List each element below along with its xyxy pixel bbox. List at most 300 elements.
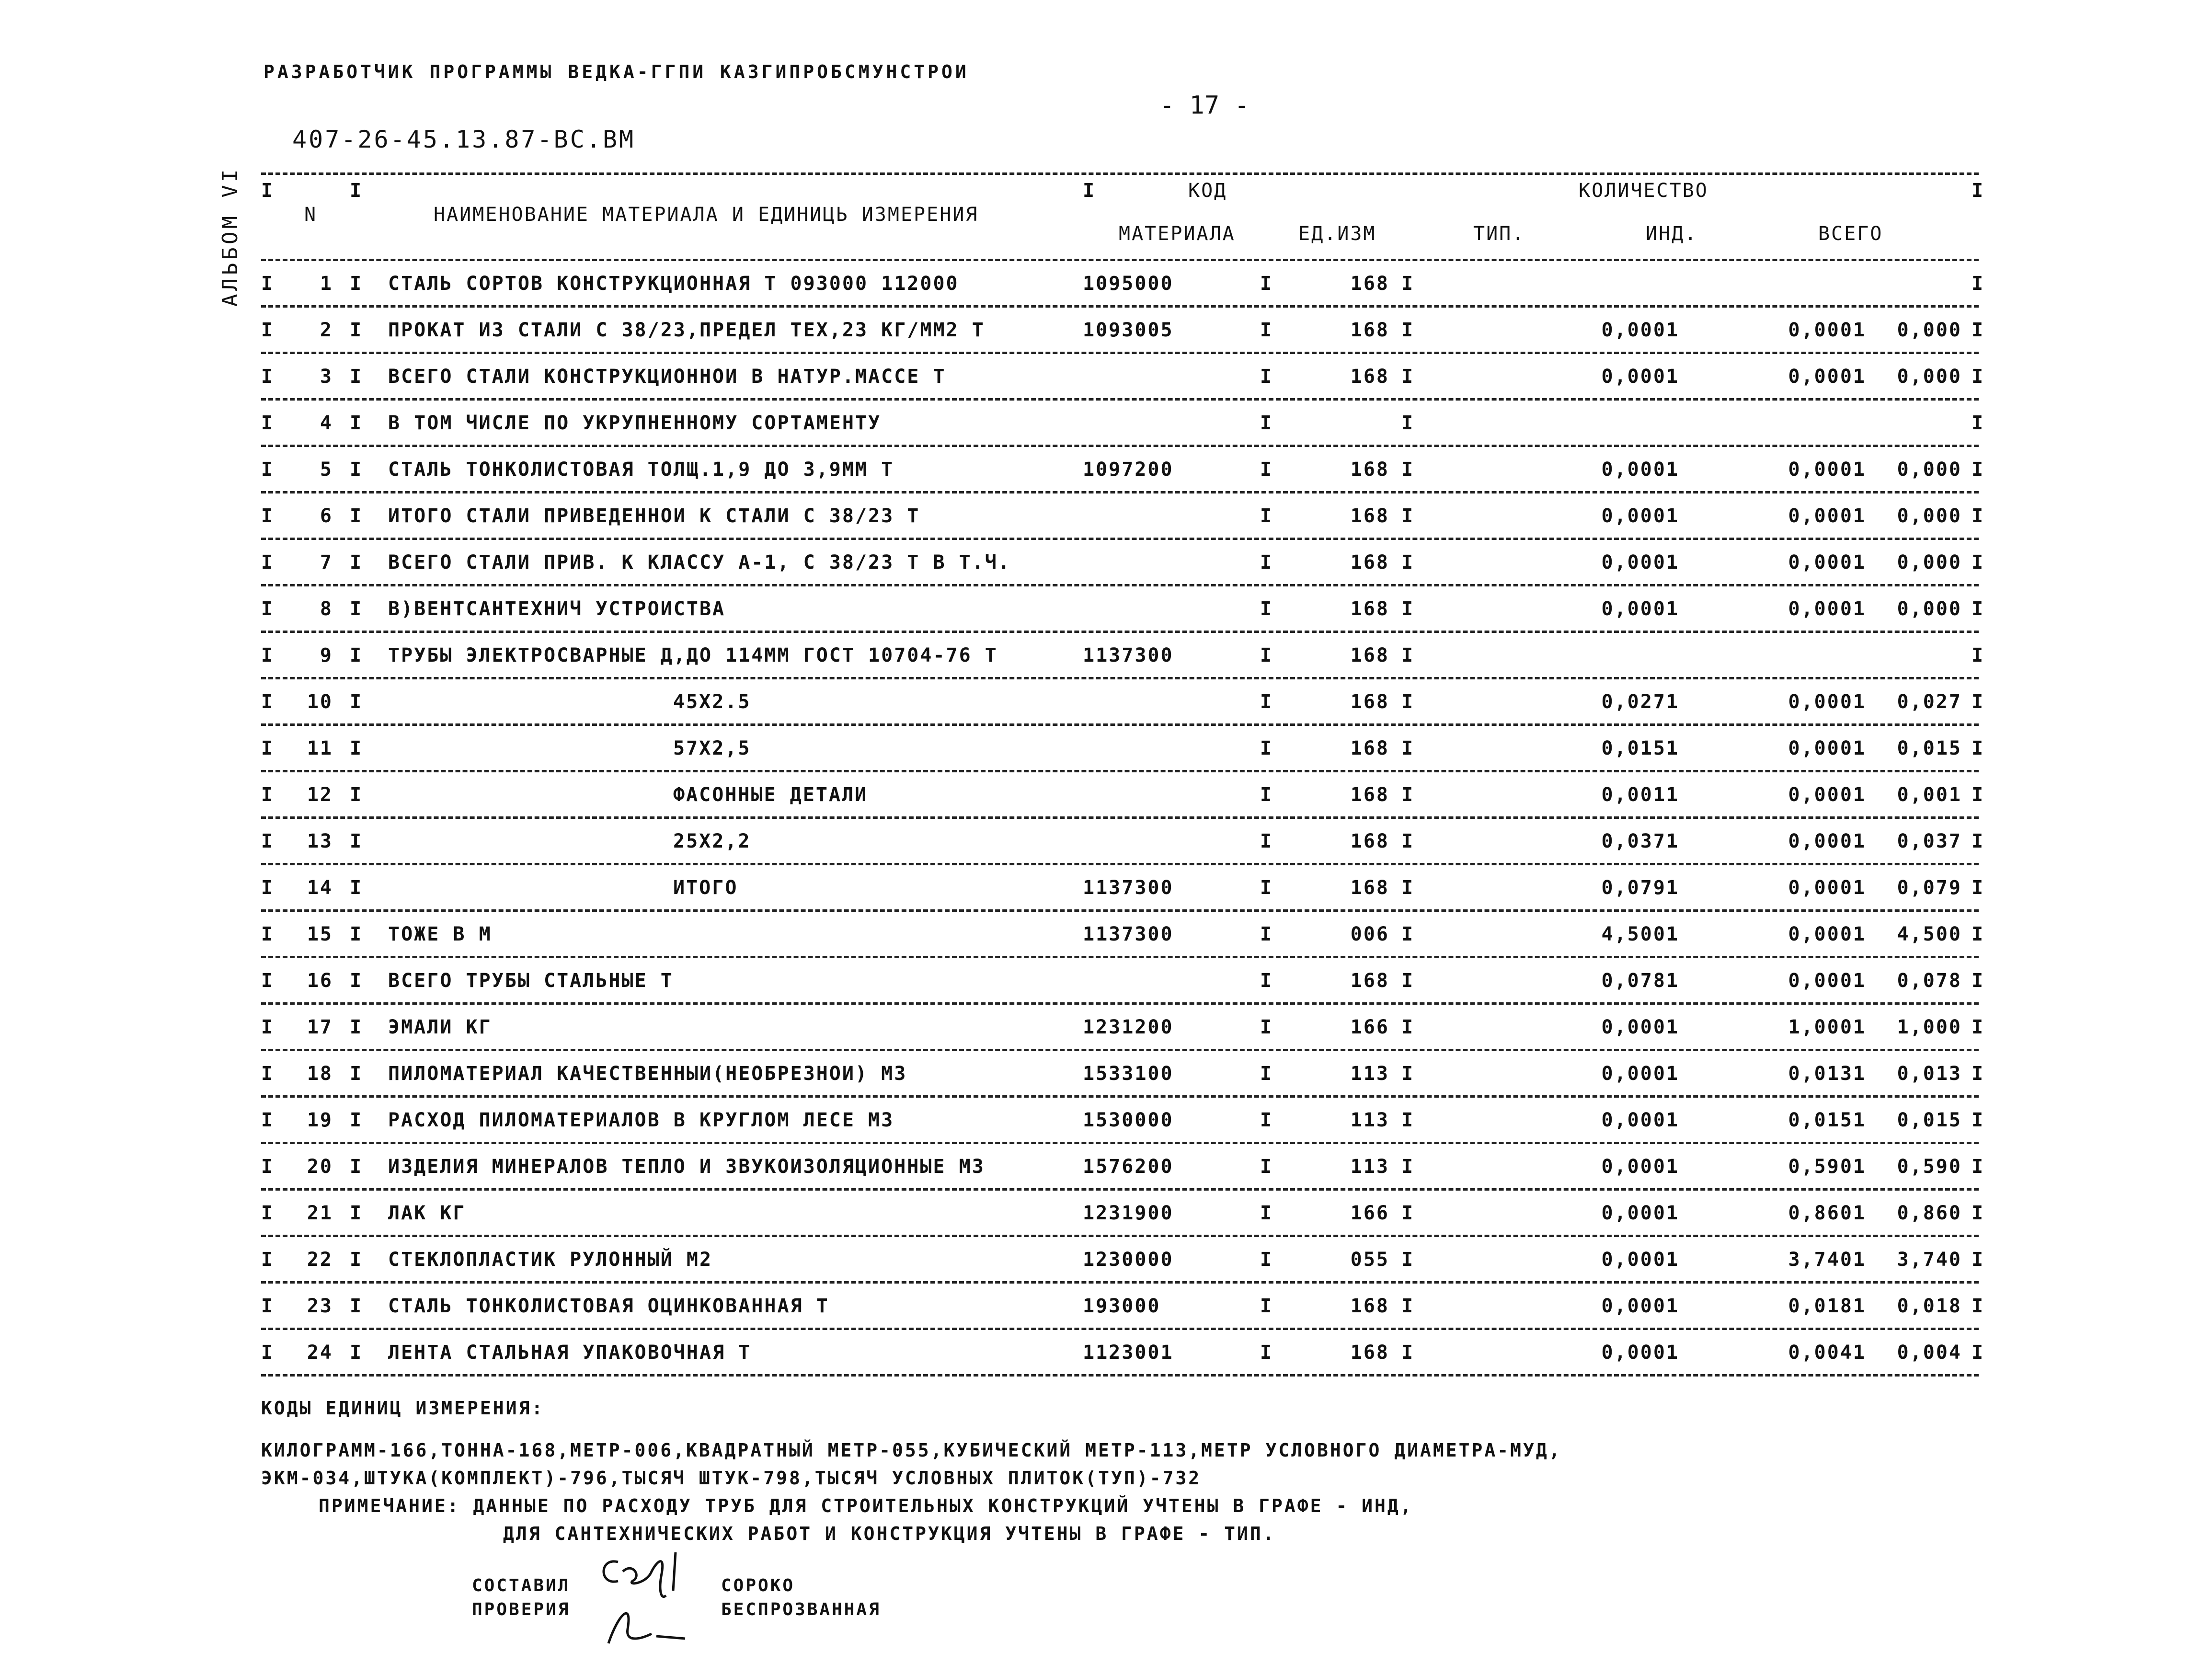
cell-total: 0,000 — [1897, 366, 1962, 388]
table-row — [261, 819, 1983, 863]
column-separator: I — [1260, 366, 1272, 388]
header-n: N — [304, 204, 318, 226]
column-separator: I — [261, 551, 273, 574]
cell-tip: 0,0001 — [1601, 1249, 1679, 1271]
header-name: НАИМЕНОВАНИЕ МАТЕРИАЛА И ЕДИНИЦЬ ИЗМЕРЕНИЯ — [434, 204, 979, 226]
cell-tip: 0,0001 — [1601, 459, 1679, 481]
cell-ind: 0,0001 — [1788, 784, 1866, 806]
column-separator: I — [1971, 319, 1983, 341]
cell-ind: 0,0001 — [1788, 366, 1866, 388]
column-separator: I — [261, 784, 273, 806]
table-body — [261, 261, 1983, 1377]
column-separator: I — [1401, 1202, 1413, 1224]
cell-code: 1231900 — [1083, 1202, 1174, 1224]
column-separator: I — [350, 1295, 362, 1317]
header-code: КОД — [1188, 180, 1227, 202]
cell-code: 1123001 — [1083, 1342, 1174, 1364]
column-separator: I — [1971, 1156, 1983, 1178]
cell-total: 1,000 — [1897, 1016, 1962, 1038]
cell-tip: 0,0001 — [1601, 505, 1679, 527]
cell-total: 0,001 — [1897, 784, 1962, 806]
column-separator: I — [1971, 830, 1983, 852]
cell-ind: 0,0001 — [1788, 737, 1866, 759]
cell-tip: 0,0001 — [1601, 551, 1679, 574]
column-separator: I — [1401, 319, 1413, 341]
cell-n: 18 — [307, 1063, 333, 1085]
header-tip: ТИП. — [1473, 223, 1525, 245]
column-separator: I — [261, 737, 273, 759]
column-separator: I — [1971, 784, 1983, 806]
header-separator: I — [1971, 180, 1983, 202]
column-separator: I — [350, 273, 362, 295]
cell-unit: 168 — [1350, 1295, 1389, 1317]
cell-n: 8 — [320, 598, 333, 620]
cell-name: ВСЕГО ТРУБЫ СТАЛЬНЫЕ Т — [388, 970, 674, 992]
cell-tip: 0,0001 — [1601, 1109, 1679, 1131]
cell-tip: 0,0001 — [1601, 1063, 1679, 1085]
column-separator: I — [261, 691, 273, 713]
cell-ind: 0,0001 — [1788, 970, 1866, 992]
table-row — [261, 261, 1983, 305]
column-separator: I — [350, 970, 362, 992]
column-separator: I — [350, 1109, 362, 1131]
column-separator: I — [1260, 784, 1272, 806]
cell-tip: 0,0001 — [1601, 1016, 1679, 1038]
column-separator: I — [1971, 644, 1983, 666]
column-separator: I — [1971, 970, 1983, 992]
cell-name: ПРОКАТ ИЗ СТАЛИ С 38/23,ПРЕДЕЛ ТЕХ,23 КГ/ММ2 Т — [388, 319, 985, 341]
column-separator: I — [261, 1109, 273, 1131]
table-row — [261, 958, 1983, 1002]
column-separator: I — [261, 1249, 273, 1271]
cell-unit: 168 — [1350, 598, 1389, 620]
cell-tip: 0,0151 — [1601, 737, 1679, 759]
cell-n: 1 — [320, 273, 333, 295]
header-ind: ИНД. — [1646, 223, 1698, 245]
column-separator: I — [1260, 551, 1272, 574]
cell-unit: 168 — [1350, 366, 1389, 388]
column-separator: I — [1401, 644, 1413, 666]
column-separator: I — [261, 1063, 273, 1085]
note-line-2: ДЛЯ САНТЕХНИЧЕСКИХ РАБОТ И КОНСТРУКЦИЯ УЧТЕНЫ В ГРАФЕ - ТИП. — [503, 1523, 1276, 1544]
table-row — [261, 540, 1983, 584]
column-separator: I — [1401, 505, 1413, 527]
column-separator: I — [1971, 737, 1983, 759]
cell-ind: 0,0001 — [1788, 598, 1866, 620]
cell-ind: 0,0131 — [1788, 1063, 1866, 1085]
handwritten-signature — [589, 1543, 719, 1653]
album-label: АЛЬБОМ VI — [218, 166, 242, 307]
column-separator: I — [350, 1202, 362, 1224]
cell-ind: 0,0181 — [1788, 1295, 1866, 1317]
cell-unit: 168 — [1350, 691, 1389, 713]
column-separator: I — [1260, 737, 1272, 759]
column-separator: I — [1971, 1109, 1983, 1131]
cell-n: 10 — [307, 691, 333, 713]
table-row — [261, 865, 1983, 909]
cell-total: 0,860 — [1897, 1202, 1962, 1224]
cell-n: 7 — [320, 551, 333, 574]
table-header — [261, 175, 1983, 259]
cell-n: 22 — [307, 1249, 333, 1271]
column-separator: I — [1401, 598, 1413, 620]
cell-unit: 168 — [1350, 830, 1389, 852]
cell-code: 1231200 — [1083, 1016, 1174, 1038]
column-separator: I — [1401, 1249, 1413, 1271]
column-separator: I — [350, 923, 362, 945]
column-separator: I — [1260, 459, 1272, 481]
cell-unit: 168 — [1350, 505, 1389, 527]
cell-unit: 168 — [1350, 459, 1389, 481]
cell-code: 1137300 — [1083, 923, 1174, 945]
column-separator: I — [1401, 830, 1413, 852]
cell-n: 11 — [307, 737, 333, 759]
cell-code: 1530000 — [1083, 1109, 1174, 1131]
header-quantity: КОЛИЧЕСТВО — [1579, 180, 1708, 202]
cell-total: 0,013 — [1897, 1063, 1962, 1085]
cell-code: 1095000 — [1083, 273, 1174, 295]
table-row — [261, 726, 1983, 770]
cell-tip: 0,0781 — [1601, 970, 1679, 992]
note-line-1: ПРИМЕЧАНИЕ: ДАННЫЕ ПО РАСХОДУ ТРУБ ДЛЯ СТРОИТЕЛЬНЫХ КОНСТРУКЦИЙ УЧТЕНЫ В ГРАФЕ - ИНД, — [319, 1495, 1413, 1516]
cell-tip: 4,5001 — [1601, 923, 1679, 945]
column-separator: I — [1971, 691, 1983, 713]
cell-n: 19 — [307, 1109, 333, 1131]
column-separator: I — [261, 505, 273, 527]
cell-code: 1137300 — [1083, 644, 1174, 666]
column-separator: I — [1260, 505, 1272, 527]
cell-code: 1137300 — [1083, 877, 1174, 899]
column-separator: I — [1260, 1295, 1272, 1317]
header-total: ВСЕГО — [1818, 223, 1883, 245]
cell-total: 0,000 — [1897, 551, 1962, 574]
cell-tip: 0,0001 — [1601, 1295, 1679, 1317]
cell-tip: 0,0791 — [1601, 877, 1679, 899]
cell-name: ВСЕГО СТАЛИ КОНСТРУКЦИОННОИ В НАТУР.МАССЕ Т — [388, 366, 946, 388]
column-separator: I — [1260, 1202, 1272, 1224]
column-separator: I — [350, 691, 362, 713]
column-separator: I — [1260, 1063, 1272, 1085]
cell-unit: 168 — [1350, 551, 1389, 574]
cell-name: 25Х2,2 — [673, 830, 751, 852]
page-number: - 17 - — [1159, 91, 1249, 120]
cell-ind: 0,0001 — [1788, 877, 1866, 899]
column-separator: I — [1260, 412, 1272, 434]
cell-name: 45Х2.5 — [673, 691, 751, 713]
cell-unit: 168 — [1350, 784, 1389, 806]
cell-ind: 0,0001 — [1788, 505, 1866, 527]
column-separator: I — [1971, 598, 1983, 620]
cell-n: 4 — [320, 412, 333, 434]
table-row — [261, 772, 1983, 816]
table-row — [261, 1330, 1983, 1374]
column-separator: I — [1260, 1249, 1272, 1271]
cell-ind: 0,0001 — [1788, 551, 1866, 574]
cell-n: 14 — [307, 877, 333, 899]
column-separator: I — [261, 1156, 273, 1178]
column-separator: I — [1971, 366, 1983, 388]
document-code: 407-26-45.13.87-ВС.ВМ — [292, 126, 636, 153]
column-separator: I — [1971, 1202, 1983, 1224]
cell-n: 21 — [307, 1202, 333, 1224]
cell-n: 2 — [320, 319, 333, 341]
table-row — [261, 1098, 1983, 1142]
cell-unit: 168 — [1350, 1342, 1389, 1364]
column-separator: I — [261, 644, 273, 666]
column-separator: I — [350, 1249, 362, 1271]
cell-unit: 168 — [1350, 877, 1389, 899]
cell-name: ВСЕГО СТАЛИ ПРИВ. К КЛАССУ А-1, С 38/23 Т В Т.Ч. — [388, 551, 1011, 574]
codes-title: КОДЫ ЕДИНИЦ ИЗМЕРЕНИЯ: — [261, 1398, 545, 1419]
cell-unit: 168 — [1350, 970, 1389, 992]
column-separator: I — [1260, 1016, 1272, 1038]
cell-name: СТЕКЛОПЛАСТИК РУЛОННЫЙ М2 — [388, 1249, 713, 1271]
cell-total: 0,590 — [1897, 1156, 1962, 1178]
column-separator: I — [261, 877, 273, 899]
column-separator: I — [1401, 923, 1413, 945]
cell-total: 3,740 — [1897, 1249, 1962, 1271]
column-separator: I — [1401, 1342, 1413, 1364]
table-row — [261, 586, 1983, 631]
column-separator: I — [350, 877, 362, 899]
footer-notes — [261, 1394, 1562, 1548]
column-separator: I — [1971, 412, 1983, 434]
cell-unit: 168 — [1350, 644, 1389, 666]
column-separator: I — [1401, 366, 1413, 388]
column-separator: I — [350, 830, 362, 852]
table-row — [261, 912, 1983, 956]
cell-name: ТОЖЕ В М — [388, 923, 492, 945]
cell-n: 16 — [307, 970, 333, 992]
column-separator: I — [350, 319, 362, 341]
cell-total: 0,004 — [1897, 1342, 1962, 1364]
column-separator: I — [350, 1156, 362, 1178]
cell-code: 1576200 — [1083, 1156, 1174, 1178]
table-row — [261, 354, 1983, 398]
column-separator: I — [261, 366, 273, 388]
signature-names — [721, 1574, 881, 1622]
column-separator: I — [1971, 1342, 1983, 1364]
column-separator: I — [1971, 877, 1983, 899]
table-row — [261, 308, 1983, 352]
column-separator: I — [261, 970, 273, 992]
header-code-unit: ЕД.ИЗМ — [1298, 223, 1376, 245]
column-separator: I — [350, 1063, 362, 1085]
cell-name: В)ВЕНТСАНТЕХНИЧ УСТРОИСТВА — [388, 598, 726, 620]
column-separator: I — [1971, 1295, 1983, 1317]
signature-labels — [472, 1574, 570, 1622]
cell-name: СТАЛЬ ТОНКОЛИСТОВАЯ ТОЛЩ.1,9 ДО 3,9ММ Т — [388, 459, 894, 481]
cell-total: 0,000 — [1897, 319, 1962, 341]
cell-tip: 0,0001 — [1601, 366, 1679, 388]
cell-name: СТАЛЬ ТОНКОЛИСТОВАЯ ОЦИНКОВАННАЯ Т — [388, 1295, 829, 1317]
cell-name: ИЗДЕЛИЯ МИНЕРАЛОВ ТЕПЛО И ЗВУКОИЗОЛЯЦИОННЫЕ М3 — [388, 1156, 985, 1178]
cell-name: ИТОГО СТАЛИ ПРИВЕДЕННОИ К СТАЛИ С 38/23 Т — [388, 505, 920, 527]
column-separator: I — [1971, 1249, 1983, 1271]
column-separator: I — [1401, 1063, 1413, 1085]
cell-ind: 0,0001 — [1788, 923, 1866, 945]
cell-total: 0,037 — [1897, 830, 1962, 852]
cell-name: В ТОМ ЧИСЛЕ ПО УКРУПНЕННОМУ СОРТАМЕНТУ — [388, 412, 882, 434]
cell-code: 1533100 — [1083, 1063, 1174, 1085]
column-separator: I — [350, 784, 362, 806]
column-separator: I — [1401, 1109, 1413, 1131]
table-row — [261, 1284, 1983, 1328]
cell-ind: 1,0001 — [1788, 1016, 1866, 1038]
column-separator: I — [1401, 412, 1413, 434]
column-separator: I — [1971, 1016, 1983, 1038]
table-row — [261, 679, 1983, 723]
table-row — [261, 1051, 1983, 1095]
header-separator: I — [350, 180, 362, 202]
column-separator: I — [350, 598, 362, 620]
cell-n: 17 — [307, 1016, 333, 1038]
cell-n: 9 — [320, 644, 333, 666]
column-separator: I — [1401, 1295, 1413, 1317]
cell-ind: 0,0151 — [1788, 1109, 1866, 1131]
header-separator: I — [1083, 180, 1095, 202]
cell-n: 3 — [320, 366, 333, 388]
cell-name: ЛАК КГ — [388, 1202, 466, 1224]
column-separator: I — [1971, 459, 1983, 481]
column-separator: I — [350, 551, 362, 574]
table-row — [261, 1237, 1983, 1281]
developer-line: РАЗРАБОТЧИК ПРОГРАММЫ ВЕДКА-ГГПИ КАЗГИПРОБСМУНСТРОИ — [264, 61, 969, 82]
cell-ind: 0,0001 — [1788, 319, 1866, 341]
column-separator: I — [261, 1202, 273, 1224]
column-separator: I — [261, 1342, 273, 1364]
column-separator: I — [1401, 737, 1413, 759]
materials-table — [261, 172, 1983, 1377]
table-row — [261, 401, 1983, 445]
column-separator: I — [1971, 273, 1983, 295]
table-row — [261, 1191, 1983, 1235]
column-separator: I — [1401, 970, 1413, 992]
cell-unit: 006 — [1350, 923, 1389, 945]
column-separator: I — [1401, 1016, 1413, 1038]
cell-unit: 166 — [1350, 1016, 1389, 1038]
column-separator: I — [350, 366, 362, 388]
column-separator: I — [261, 459, 273, 481]
cell-unit: 168 — [1350, 273, 1389, 295]
column-separator: I — [1260, 877, 1272, 899]
cell-ind: 0,8601 — [1788, 1202, 1866, 1224]
table-row — [261, 1144, 1983, 1188]
cell-total: 0,079 — [1897, 877, 1962, 899]
cell-total: 0,015 — [1897, 1109, 1962, 1131]
cell-code: 1230000 — [1083, 1249, 1174, 1271]
checked-label: ПРОВЕРИЯ — [472, 1600, 571, 1619]
column-separator: I — [1260, 1156, 1272, 1178]
column-separator: I — [1401, 784, 1413, 806]
cell-n: 5 — [320, 459, 333, 481]
cell-n: 12 — [307, 784, 333, 806]
cell-tip: 0,0001 — [1601, 1156, 1679, 1178]
cell-name: 57Х2,5 — [673, 737, 751, 759]
cell-ind: 0,0001 — [1788, 459, 1866, 481]
cell-ind: 0,0001 — [1788, 830, 1866, 852]
column-separator: I — [261, 1016, 273, 1038]
codes-line-2: ЭКМ-034,ШТУКА(КОМПЛЕКТ)-796,ТЫСЯЧ ШТУК-798,ТЫСЯЧ УСЛОВНЫХ ПЛИТОК(ТУП)-732 — [261, 1468, 1202, 1489]
cell-unit: 168 — [1350, 319, 1389, 341]
cell-n: 15 — [307, 923, 333, 945]
column-separator: I — [1401, 273, 1413, 295]
cell-unit: 113 — [1350, 1109, 1389, 1131]
column-separator: I — [261, 273, 273, 295]
cell-total: 0,018 — [1897, 1295, 1962, 1317]
cell-code: 1097200 — [1083, 459, 1174, 481]
column-separator: I — [1260, 923, 1272, 945]
column-separator: I — [261, 412, 273, 434]
cell-tip: 0,0011 — [1601, 784, 1679, 806]
column-separator: I — [1971, 551, 1983, 574]
codes-line-1: КИЛОГРАММ-166,ТОННА-168,МЕТР-006,КВАДРАТНЫЙ МЕТР-055,КУБИЧЕСКИЙ МЕТР-113,МЕТР УСЛОВНОГО ДИАМЕТРА-МУД, — [261, 1440, 1562, 1461]
cell-n: 6 — [320, 505, 333, 527]
table-row — [261, 447, 1983, 491]
column-separator: I — [350, 459, 362, 481]
table-row — [261, 493, 1983, 538]
column-separator: I — [350, 412, 362, 434]
cell-tip: 0,0001 — [1601, 1342, 1679, 1364]
column-separator: I — [261, 598, 273, 620]
checked-name: БЕСПРОЗВАННАЯ — [721, 1600, 881, 1619]
column-separator: I — [1260, 970, 1272, 992]
cell-tip: 0,0001 — [1601, 598, 1679, 620]
cell-tip: 0,0001 — [1601, 319, 1679, 341]
cell-unit: 168 — [1350, 737, 1389, 759]
cell-ind: 0,5901 — [1788, 1156, 1866, 1178]
cell-unit: 166 — [1350, 1202, 1389, 1224]
column-separator: I — [1260, 644, 1272, 666]
cell-code: 1093005 — [1083, 319, 1174, 341]
column-separator: I — [1401, 691, 1413, 713]
cell-tip: 0,0001 — [1601, 1202, 1679, 1224]
column-separator: I — [350, 644, 362, 666]
cell-n: 20 — [307, 1156, 333, 1178]
cell-name: ИТОГО — [673, 877, 738, 899]
column-separator: I — [1401, 551, 1413, 574]
cell-name: ТРУБЫ ЭЛЕКТРОСВАРНЫЕ Д,ДО 114ММ ГОСТ 10704-76 Т — [388, 644, 998, 666]
column-separator: I — [350, 505, 362, 527]
column-separator: I — [350, 737, 362, 759]
header-separator: I — [261, 180, 273, 202]
cell-ind: 0,0001 — [1788, 691, 1866, 713]
column-separator: I — [1260, 830, 1272, 852]
cell-ind: 0,0041 — [1788, 1342, 1866, 1364]
column-separator: I — [1260, 1109, 1272, 1131]
column-separator: I — [350, 1342, 362, 1364]
compiled-label: СОСТАВИЛ — [472, 1576, 571, 1595]
compiled-name: СОРОКО — [721, 1576, 795, 1595]
cell-name: СТАЛЬ СОРТОВ КОНСТРУКЦИОННАЯ Т 093000 112000 — [388, 273, 959, 295]
cell-total: 0,000 — [1897, 505, 1962, 527]
column-separator: I — [1401, 1156, 1413, 1178]
table-row — [261, 633, 1983, 677]
cell-name: ЭМАЛИ КГ — [388, 1016, 492, 1038]
cell-name: ЛЕНТА СТАЛЬНАЯ УПАКОВОЧНАЯ Т — [388, 1342, 752, 1364]
cell-tip: 0,0371 — [1601, 830, 1679, 852]
column-separator: I — [1971, 1063, 1983, 1085]
column-separator: I — [261, 319, 273, 341]
cell-unit: 113 — [1350, 1156, 1389, 1178]
cell-code: 193000 — [1083, 1295, 1161, 1317]
column-separator: I — [1401, 459, 1413, 481]
column-separator: I — [1260, 273, 1272, 295]
cell-name: ПИЛОМАТЕРИАЛ КАЧЕСТВЕННЫИ(НЕОБРЕЗНОИ) М3 — [388, 1063, 907, 1085]
cell-total: 4,500 — [1897, 923, 1962, 945]
cell-unit: 055 — [1350, 1249, 1389, 1271]
cell-unit: 113 — [1350, 1063, 1389, 1085]
